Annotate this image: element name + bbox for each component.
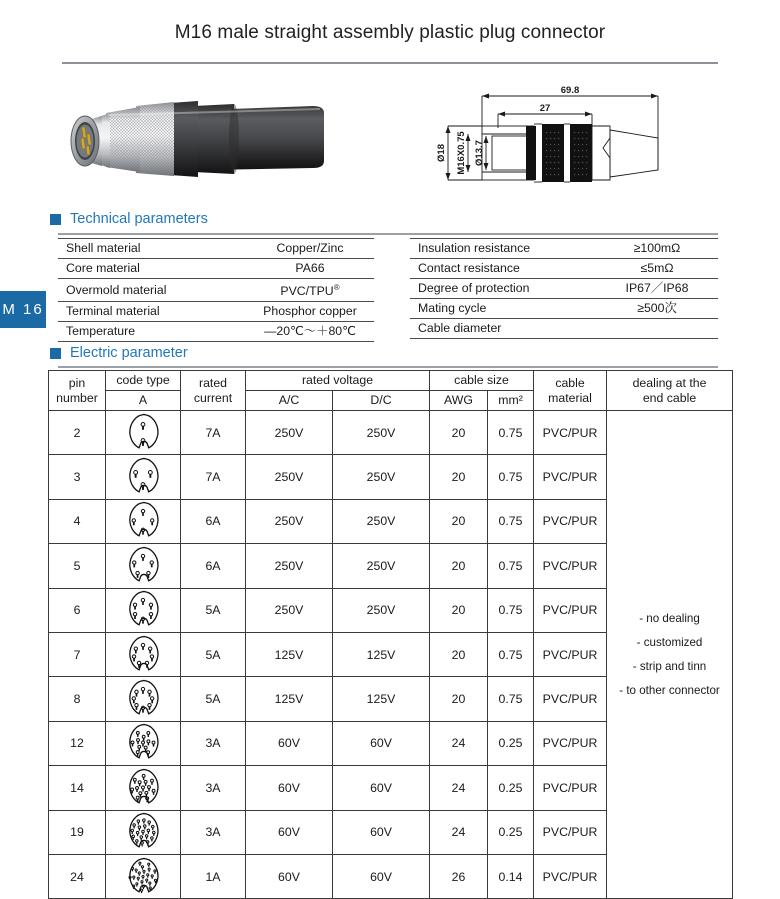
param-value: Copper/Zinc xyxy=(246,239,374,259)
param-value: PA66 xyxy=(246,259,374,279)
cell-rated-current: 3A xyxy=(181,810,246,854)
cable-material-line1: cable xyxy=(555,375,585,390)
param-label: Cable diameter xyxy=(410,319,596,339)
table-row xyxy=(58,259,374,279)
param-label: Shell material xyxy=(58,239,246,259)
rated-current-line1: rated xyxy=(198,375,228,390)
param-label: Degree of protection xyxy=(410,279,596,299)
cell-voltage-ac: 60V xyxy=(246,766,333,810)
cell-voltage-dc: 125V xyxy=(333,632,430,676)
col-header-rated-voltage: rated voltage xyxy=(246,371,430,391)
table-row xyxy=(58,322,374,342)
cell-rated-current: 5A xyxy=(181,677,246,721)
col-header-code-type-a: A xyxy=(106,391,181,411)
col-header-dealing xyxy=(607,371,733,411)
table-row xyxy=(49,411,733,455)
cell-cable-material: PVC/PUR xyxy=(534,544,607,588)
title-divider xyxy=(62,62,718,64)
cell-pin-number: 8 xyxy=(49,677,106,721)
param-value: ≤5mΩ xyxy=(596,259,718,279)
section-bullet-icon xyxy=(50,214,61,225)
cell-pin-number: 2 xyxy=(49,411,106,455)
pin-layout-icon xyxy=(106,544,181,588)
electric-section-rule xyxy=(58,366,718,368)
section-label-electric: Electric parameter xyxy=(70,345,188,361)
pin-layout-icon xyxy=(106,810,181,854)
table-row xyxy=(58,302,374,322)
technical-section-rule xyxy=(58,233,718,235)
cell-voltage-dc: 250V xyxy=(333,588,430,632)
col-header-mm2: mm² xyxy=(488,391,534,411)
param-value xyxy=(246,279,374,302)
cell-voltage-dc: 125V xyxy=(333,677,430,721)
col-header-cable-material xyxy=(534,371,607,411)
dim-label-body-dia: Ø18 xyxy=(436,144,447,162)
table-row xyxy=(58,239,374,259)
param-value: IP67／IP68 xyxy=(596,279,718,299)
param-value: ≥100mΩ xyxy=(596,239,718,259)
electric-parameter-table xyxy=(48,370,733,899)
cell-voltage-dc: 60V xyxy=(333,721,430,765)
section-label-technical: Technical parameters xyxy=(70,211,208,227)
section-heading-electric xyxy=(50,345,188,361)
pin-layout-icon xyxy=(106,632,181,676)
dealing-line2: end cable xyxy=(642,390,697,405)
col-header-cable-size: cable size xyxy=(430,371,534,391)
param-label: Mating cycle xyxy=(410,299,596,319)
cell-cable-material: PVC/PUR xyxy=(534,766,607,810)
cell-cable-material: PVC/PUR xyxy=(534,632,607,676)
cell-pin-number: 7 xyxy=(49,632,106,676)
cell-rated-current: 6A xyxy=(181,544,246,588)
col-header-code-type: code type xyxy=(106,371,181,391)
technical-right-body xyxy=(410,239,718,339)
cell-mm2: 0.75 xyxy=(488,677,534,721)
pin-layout-icon xyxy=(106,499,181,543)
param-label: Contact resistance xyxy=(410,259,596,279)
cell-cable-material: PVC/PUR xyxy=(534,499,607,543)
pin-layout-icon xyxy=(106,721,181,765)
cell-awg: 24 xyxy=(430,810,488,854)
dealing-options-list xyxy=(607,612,732,697)
cell-awg: 20 xyxy=(430,677,488,721)
cell-mm2: 0.75 xyxy=(488,544,534,588)
pin-number-line2: number xyxy=(56,390,98,405)
cell-cable-material: PVC/PUR xyxy=(534,721,607,765)
table-row xyxy=(410,259,718,279)
table-row xyxy=(410,299,718,319)
pin-layout-icon xyxy=(106,588,181,632)
technical-parameters-left-table xyxy=(58,238,374,342)
pin-number-line1: pin xyxy=(68,375,86,390)
pin-layout-icon xyxy=(106,854,181,898)
cell-voltage-dc: 60V xyxy=(333,854,430,898)
cable-material-line2: material xyxy=(548,390,592,405)
section-bullet-icon xyxy=(50,348,61,359)
param-value: Phosphor copper xyxy=(246,302,374,322)
cell-voltage-ac: 125V xyxy=(246,677,333,721)
header-row-1 xyxy=(49,371,733,391)
series-tab-m16: M 16 xyxy=(0,291,46,328)
technical-parameters-right-table xyxy=(410,238,718,339)
cell-rated-current: 3A xyxy=(181,721,246,765)
cell-voltage-ac: 60V xyxy=(246,810,333,854)
cell-awg: 20 xyxy=(430,455,488,499)
pin-layout-icon xyxy=(106,677,181,721)
cell-dealing-options xyxy=(607,411,733,899)
dealing-option-item: - no dealing xyxy=(639,612,700,626)
cell-cable-material: PVC/PUR xyxy=(534,810,607,854)
product-photo xyxy=(58,82,348,200)
cell-awg: 24 xyxy=(430,721,488,765)
param-value: —20℃～＋80℃ xyxy=(246,322,374,342)
registered-mark: ® xyxy=(333,283,340,292)
cell-voltage-dc: 250V xyxy=(333,411,430,455)
cell-mm2: 0.75 xyxy=(488,632,534,676)
param-label: Overmold material xyxy=(58,279,246,302)
cell-awg: 20 xyxy=(430,411,488,455)
table-row xyxy=(58,279,374,302)
cell-voltage-ac: 250V xyxy=(246,455,333,499)
cell-mm2: 0.75 xyxy=(488,411,534,455)
cell-voltage-ac: 250V xyxy=(246,411,333,455)
dimension-drawing xyxy=(420,82,770,200)
cell-voltage-ac: 250V xyxy=(246,544,333,588)
cell-cable-material: PVC/PUR xyxy=(534,854,607,898)
cell-pin-number: 24 xyxy=(49,854,106,898)
cell-voltage-ac: 60V xyxy=(246,854,333,898)
table-row xyxy=(410,239,718,259)
rated-current-line2: current xyxy=(193,390,233,405)
cell-awg: 20 xyxy=(430,544,488,588)
cell-pin-number: 14 xyxy=(49,766,106,810)
cell-cable-material: PVC/PUR xyxy=(534,588,607,632)
overmold-value: PVC/TPU xyxy=(280,284,334,299)
cell-voltage-dc: 60V xyxy=(333,766,430,810)
dim-label-thread-len: 27 xyxy=(539,103,551,114)
cell-voltage-dc: 250V xyxy=(333,455,430,499)
cell-pin-number: 12 xyxy=(49,721,106,765)
col-header-ac: A/C xyxy=(246,391,333,411)
dealing-option-item: - strip and tinn xyxy=(632,660,707,674)
dim-label-thread: M16X0.75 xyxy=(456,131,467,175)
table-row xyxy=(410,279,718,299)
param-value xyxy=(596,319,718,339)
cell-rated-current: 6A xyxy=(181,499,246,543)
col-header-pin-number xyxy=(49,371,106,411)
cell-awg: 20 xyxy=(430,499,488,543)
col-header-rated-current xyxy=(181,371,246,411)
param-value: ≥500次 xyxy=(596,299,718,319)
cell-voltage-ac: 250V xyxy=(246,588,333,632)
cell-mm2: 0.25 xyxy=(488,721,534,765)
cell-rated-current: 1A xyxy=(181,854,246,898)
pin-layout-icon xyxy=(106,455,181,499)
param-label: Temperature xyxy=(58,322,246,342)
cell-pin-number: 6 xyxy=(49,588,106,632)
cell-voltage-ac: 125V xyxy=(246,632,333,676)
param-label: Terminal material xyxy=(58,302,246,322)
cell-cable-material: PVC/PUR xyxy=(534,411,607,455)
cell-awg: 24 xyxy=(430,766,488,810)
col-header-awg: AWG xyxy=(430,391,488,411)
cell-rated-current: 7A xyxy=(181,455,246,499)
cell-rated-current: 5A xyxy=(181,588,246,632)
cell-pin-number: 3 xyxy=(49,455,106,499)
cell-mm2: 0.75 xyxy=(488,455,534,499)
pin-layout-icon xyxy=(106,766,181,810)
cell-awg: 26 xyxy=(430,854,488,898)
cell-rated-current: 3A xyxy=(181,766,246,810)
cell-pin-number: 5 xyxy=(49,544,106,588)
electric-table-body xyxy=(49,411,733,899)
technical-left-body xyxy=(58,239,374,342)
cell-voltage-ac: 250V xyxy=(246,499,333,543)
cell-voltage-dc: 250V xyxy=(333,544,430,588)
cell-pin-number: 4 xyxy=(49,499,106,543)
dim-label-overall: 69.8 xyxy=(560,85,580,96)
cell-voltage-dc: 60V xyxy=(333,810,430,854)
dealing-line1: dealing at the xyxy=(632,375,707,390)
cell-awg: 20 xyxy=(430,588,488,632)
pin-layout-icon xyxy=(106,411,181,455)
page-title: M16 male straight assembly plastic plug connector xyxy=(174,22,606,43)
electric-table-header xyxy=(49,371,733,411)
dim-label-inner-dia: Ø13.7 xyxy=(474,140,485,166)
cell-mm2: 0.75 xyxy=(488,499,534,543)
cell-mm2: 0.25 xyxy=(488,766,534,810)
param-label: Insulation resistance xyxy=(410,239,596,259)
cell-voltage-dc: 250V xyxy=(333,499,430,543)
section-heading-technical xyxy=(50,211,208,227)
cell-voltage-ac: 60V xyxy=(246,721,333,765)
cell-mm2: 0.14 xyxy=(488,854,534,898)
param-label: Core material xyxy=(58,259,246,279)
cell-mm2: 0.75 xyxy=(488,588,534,632)
cell-cable-material: PVC/PUR xyxy=(534,455,607,499)
cell-cable-material: PVC/PUR xyxy=(534,677,607,721)
cell-rated-current: 7A xyxy=(181,411,246,455)
col-header-dc: D/C xyxy=(333,391,430,411)
cell-mm2: 0.25 xyxy=(488,810,534,854)
dealing-option-item: - to other connector xyxy=(619,684,720,698)
table-row xyxy=(410,319,718,339)
cell-rated-current: 5A xyxy=(181,632,246,676)
dealing-option-item: - customized xyxy=(636,636,703,650)
cell-pin-number: 19 xyxy=(49,810,106,854)
cell-awg: 20 xyxy=(430,632,488,676)
